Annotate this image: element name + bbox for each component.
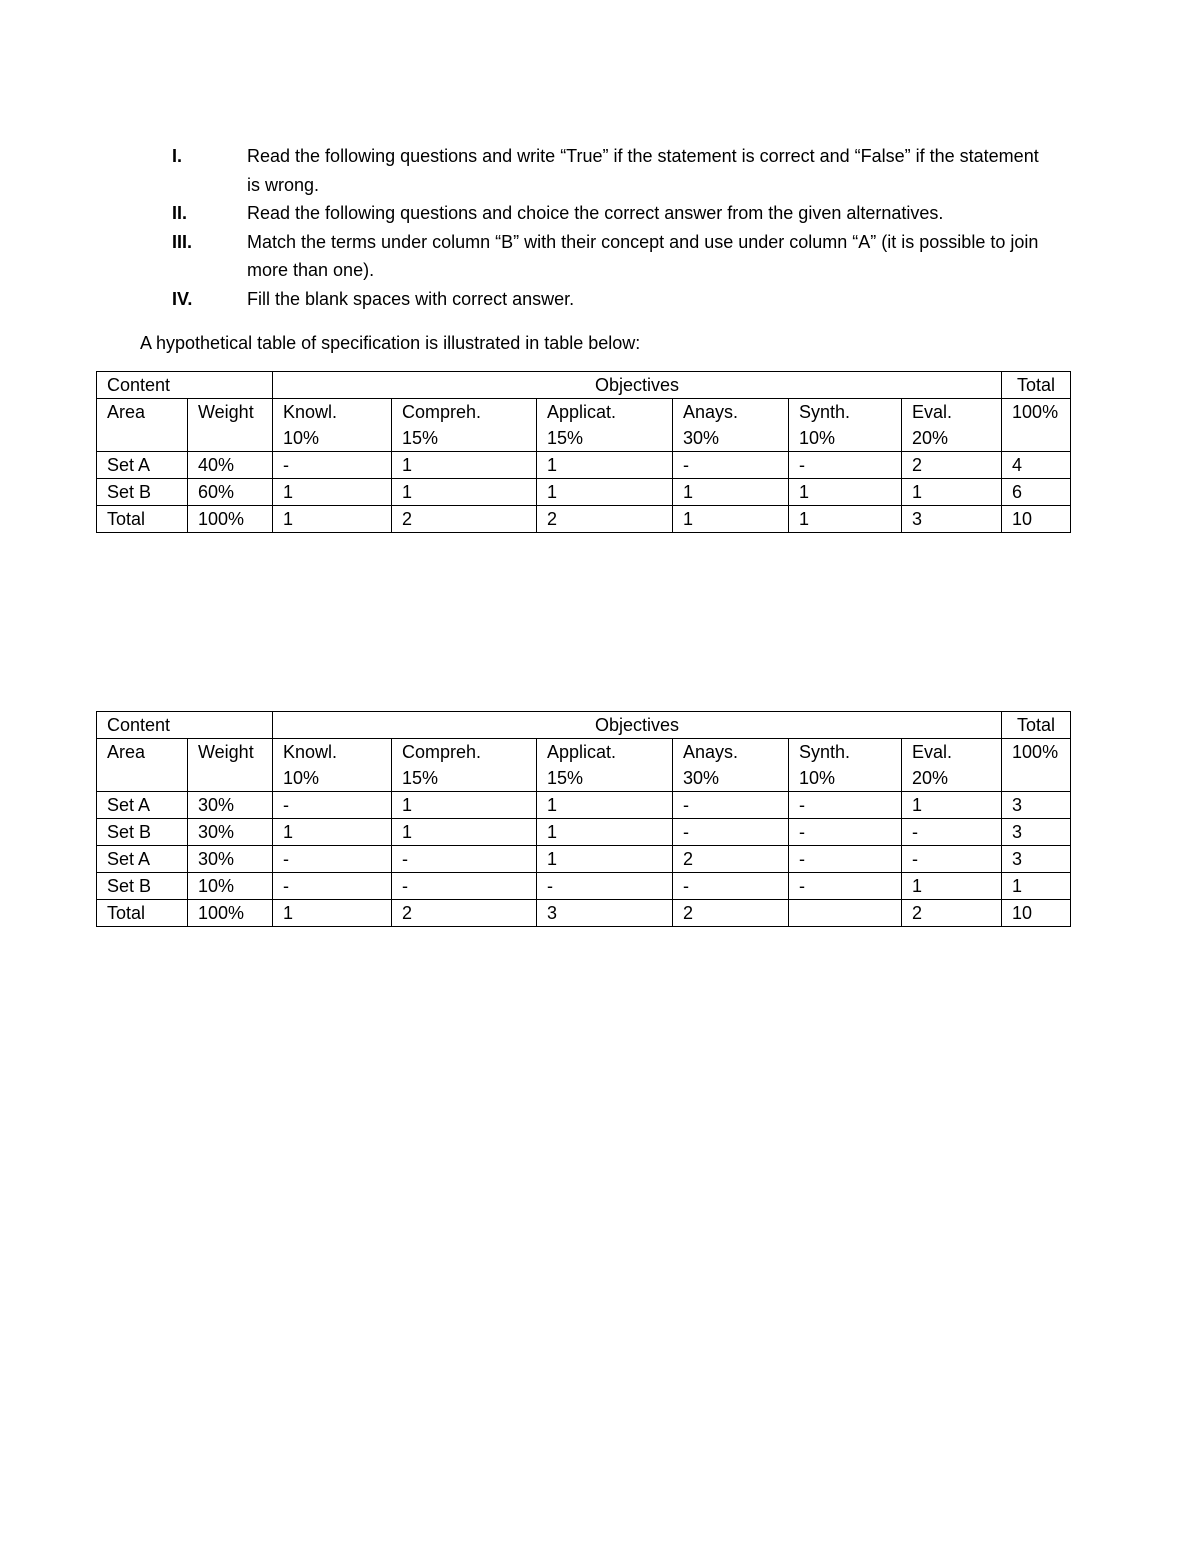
objective-name: Eval. <box>912 742 953 762</box>
table-cell: - <box>673 873 789 900</box>
specification-table-2 <box>96 711 1071 927</box>
table-cell: 100% <box>188 900 273 927</box>
table-cell: - <box>273 846 392 873</box>
total-header: Total <box>1002 372 1071 399</box>
objective-name: Compreh. <box>402 402 482 422</box>
table-cell: 2 <box>537 506 673 533</box>
objective-name: Knowl. <box>283 402 338 422</box>
table-cell: 1 <box>273 819 392 846</box>
table-cell: 3 <box>1002 792 1071 819</box>
table-cell: - <box>902 846 1002 873</box>
objective-name: Synth. <box>799 402 851 422</box>
table-cell: 1 <box>273 506 392 533</box>
objective-name: Eval. <box>912 402 953 422</box>
table-cell: 2 <box>392 900 537 927</box>
objective-column-header <box>273 739 392 792</box>
objective-column-header <box>392 399 537 452</box>
table-cell: 60% <box>188 479 273 506</box>
table-cell: 4 <box>1002 452 1071 479</box>
table-cell: 3 <box>537 900 673 927</box>
instruction-text: Fill the blank spaces with correct answer. <box>247 288 575 309</box>
table-cell: 1 <box>392 479 537 506</box>
table-row <box>97 506 1071 533</box>
table-row <box>97 452 1071 479</box>
objective-column-header <box>392 739 537 792</box>
weight-header: Weight <box>188 739 273 792</box>
table-cell: 10% <box>188 873 273 900</box>
table-cell: Set A <box>97 452 188 479</box>
table-cell: 2 <box>392 506 537 533</box>
instruction-item <box>172 228 1052 285</box>
table-cell: - <box>273 792 392 819</box>
objective-name: Knowl. <box>283 742 338 762</box>
table-cell: - <box>273 452 392 479</box>
table-cell: - <box>789 873 902 900</box>
instruction-text: Read the following questions and write “True” if the statement is correct and “False” if the statement is wrong. <box>247 146 1039 195</box>
table-cell: Set B <box>97 819 188 846</box>
instruction-number: II. <box>172 203 188 223</box>
table-header-row <box>97 712 1071 739</box>
table-cell: 1 <box>537 819 673 846</box>
objective-column-header <box>902 739 1002 792</box>
table-cell: Set B <box>97 479 188 506</box>
objective-percent: 30% <box>683 428 720 448</box>
objective-percent: 15% <box>402 768 439 788</box>
table-cell: - <box>673 819 789 846</box>
total-percent-header: 100% <box>1002 399 1071 452</box>
objective-column-header <box>273 399 392 452</box>
objectives-header: Objectives <box>273 372 1002 399</box>
area-header: Area <box>97 399 188 452</box>
table-cell: 1 <box>902 873 1002 900</box>
objective-column-header <box>789 399 902 452</box>
table-cell: - <box>273 873 392 900</box>
total-percent-header: 100% <box>1002 739 1071 792</box>
table-cell: Total <box>97 506 188 533</box>
table-cell: 100% <box>188 506 273 533</box>
table-cell: 3 <box>902 506 1002 533</box>
instruction-item <box>172 199 1052 228</box>
table-cell: 1 <box>789 506 902 533</box>
table-cell: 10 <box>1002 506 1071 533</box>
table-cell: - <box>789 819 902 846</box>
table-cell: - <box>789 452 902 479</box>
objective-percent: 10% <box>799 428 836 448</box>
total-header: Total <box>1002 712 1071 739</box>
instruction-number: III. <box>172 231 193 252</box>
weight-header: Weight <box>188 399 273 452</box>
table-cell: 2 <box>673 846 789 873</box>
table-cell: - <box>392 846 537 873</box>
table-cell: 10 <box>1002 900 1071 927</box>
objective-percent: 15% <box>547 768 584 788</box>
table-cell: 1 <box>392 452 537 479</box>
table-cell: - <box>673 452 789 479</box>
table-cell: 3 <box>1002 846 1071 873</box>
objective-percent: 10% <box>283 768 320 788</box>
table-cell: 1 <box>789 479 902 506</box>
table-cell: 1 <box>273 900 392 927</box>
objective-column-header <box>537 399 673 452</box>
table-cell: 1 <box>1002 873 1071 900</box>
objective-name: Compreh. <box>402 742 482 762</box>
table-cell: 1 <box>537 479 673 506</box>
objective-percent: 30% <box>683 768 720 788</box>
table-row <box>97 792 1071 819</box>
table-cell: 1 <box>537 846 673 873</box>
table-cell <box>789 900 902 927</box>
instruction-number: I. <box>172 146 183 166</box>
table-cell: - <box>902 819 1002 846</box>
specification-table-1 <box>96 371 1071 533</box>
content-header: Content <box>97 712 273 739</box>
table-row <box>97 819 1071 846</box>
objective-name: Applicat. <box>547 402 617 422</box>
table-row <box>97 479 1071 506</box>
table-cell: 1 <box>673 479 789 506</box>
table-row <box>97 846 1071 873</box>
objective-name: Synth. <box>799 742 851 762</box>
content-header: Content <box>97 372 273 399</box>
table-row <box>97 900 1071 927</box>
objective-percent: 20% <box>912 768 949 788</box>
area-header: Area <box>97 739 188 792</box>
objective-percent: 15% <box>402 428 439 448</box>
table-cell: 1 <box>537 792 673 819</box>
table-cell: Set A <box>97 846 188 873</box>
table-cell: Set A <box>97 792 188 819</box>
table-cell: - <box>537 873 673 900</box>
instruction-text: Read the following questions and choice the correct answer from the given alternatives. <box>247 203 944 223</box>
objective-column-header <box>537 739 673 792</box>
table-cell: - <box>789 792 902 819</box>
objective-column-header <box>902 399 1002 452</box>
instruction-list <box>172 142 1052 313</box>
table-cell: 2 <box>902 452 1002 479</box>
table-cell: 6 <box>1002 479 1071 506</box>
table-cell: - <box>392 873 537 900</box>
instruction-item <box>172 142 1052 199</box>
table-cell: 1 <box>537 452 673 479</box>
objectives-header: Objectives <box>273 712 1002 739</box>
table-cell: 1 <box>902 792 1002 819</box>
table-cell: - <box>789 846 902 873</box>
objective-percent: 10% <box>283 428 320 448</box>
objective-percent: 10% <box>799 768 836 788</box>
table-cell: 1 <box>673 506 789 533</box>
table-header-row <box>97 372 1071 399</box>
objective-name: Anays. <box>683 402 739 422</box>
table-cell: 1 <box>392 819 537 846</box>
table-cell: 2 <box>902 900 1002 927</box>
table-cell: - <box>673 792 789 819</box>
table-row <box>97 873 1071 900</box>
instruction-number: IV. <box>172 288 193 309</box>
table-intro: A hypothetical table of specification is illustrated in table below: <box>140 333 641 353</box>
instruction-text: Match the terms under column “B” with their concept and use under column “A” (it is possible to join more than one). <box>247 231 1039 280</box>
table-cell: 1 <box>902 479 1002 506</box>
objective-name: Anays. <box>683 742 739 762</box>
objective-column-header <box>789 739 902 792</box>
table-cell: 1 <box>273 479 392 506</box>
table-subheader-row <box>97 739 1071 792</box>
table-cell: 3 <box>1002 819 1071 846</box>
instruction-item <box>172 285 1052 314</box>
objective-percent: 20% <box>912 428 949 448</box>
table-cell: 30% <box>188 846 273 873</box>
table-cell: 30% <box>188 819 273 846</box>
table-cell: 40% <box>188 452 273 479</box>
objective-percent: 15% <box>547 428 584 448</box>
table-cell: 1 <box>392 792 537 819</box>
objective-column-header <box>673 399 789 452</box>
table-cell: 2 <box>673 900 789 927</box>
table-cell: 30% <box>188 792 273 819</box>
table-subheader-row <box>97 399 1071 452</box>
objective-name: Applicat. <box>547 742 617 762</box>
objective-column-header <box>673 739 789 792</box>
table-cell: Set B <box>97 873 188 900</box>
table-cell: Total <box>97 900 188 927</box>
